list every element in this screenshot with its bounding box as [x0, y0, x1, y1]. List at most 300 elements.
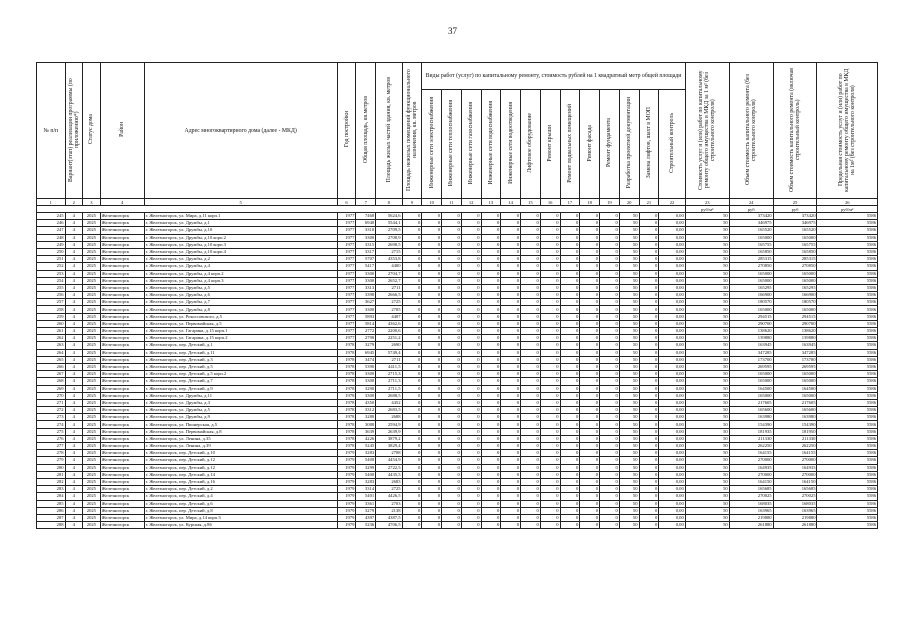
- table-cell: 0: [580, 428, 600, 435]
- table-cell: Железногорск: [100, 335, 144, 342]
- table-cell: 0: [521, 241, 541, 248]
- table-cell: г. Железногорск, ул. Гагарина, д.15 корп.1: [144, 328, 337, 335]
- table-cell: 0: [521, 277, 541, 284]
- table-cell: 0: [521, 270, 541, 277]
- table-cell: 1979: [337, 493, 356, 500]
- table-cell: 0: [521, 435, 541, 442]
- table-cell: 269595: [729, 363, 773, 370]
- table-cell: 2025: [83, 399, 101, 406]
- table-cell: 0: [481, 241, 501, 248]
- table-cell: 0: [402, 428, 422, 435]
- table-cell: 154390: [773, 421, 817, 428]
- table-cell: 0: [580, 407, 600, 414]
- table-cell: г. Железногорск, ул. Дружбы, д.8: [144, 306, 337, 313]
- table-cell: 0: [540, 399, 560, 406]
- table-cell: 0: [461, 241, 481, 248]
- table-cell: 0: [560, 270, 580, 277]
- table-cell: 50: [685, 320, 729, 327]
- table-cell: 0: [501, 464, 521, 471]
- table-cell: 0: [600, 435, 620, 442]
- table-cell: 0: [521, 471, 541, 478]
- table-cell: г. Железногорск, пер. Детский, д.1: [144, 342, 337, 349]
- table-cell: 0: [422, 450, 442, 457]
- table-cell: 50: [685, 356, 729, 363]
- table-cell: 0: [402, 306, 422, 313]
- table-cell: 219880: [729, 514, 773, 521]
- table-cell: 2683: [376, 478, 402, 485]
- table-cell: 2025: [83, 349, 101, 356]
- table-cell: 0: [600, 478, 620, 485]
- table-cell: 0: [639, 349, 659, 356]
- table-cell: 0: [600, 421, 620, 428]
- table-cell: Железногорск: [100, 464, 144, 471]
- table-cell: 0: [501, 514, 521, 521]
- column-number: 26: [817, 199, 878, 206]
- table-cell: 50: [619, 248, 639, 255]
- table-cell: 0,00: [659, 414, 686, 421]
- table-cell: 0,00: [659, 320, 686, 327]
- table-cell: Железногорск: [100, 342, 144, 349]
- table-cell: 0: [639, 234, 659, 241]
- table-row: [37, 500, 878, 507]
- table-cell: 2709,5: [376, 227, 402, 234]
- column-number: 24: [729, 199, 773, 206]
- table-cell: 4: [65, 299, 83, 306]
- table-cell: 3829,4: [376, 443, 402, 450]
- table-cell: 50: [685, 328, 729, 335]
- table-cell: 0: [521, 457, 541, 464]
- table-cell: 2715: [376, 248, 402, 255]
- table-cell: 0: [501, 270, 521, 277]
- table-cell: 0: [402, 371, 422, 378]
- table-cell: 4: [65, 522, 83, 529]
- table-cell: 0: [600, 371, 620, 378]
- table-cell: Железногорск: [100, 407, 144, 414]
- table-cell: 50: [685, 478, 729, 485]
- table-cell: 0: [639, 299, 659, 306]
- table-cell: г. Железногорск, пер. Детский, д.2: [144, 486, 337, 493]
- column-number: 21: [639, 199, 659, 206]
- table-cell: 0: [639, 399, 659, 406]
- table-cell: 0: [560, 234, 580, 241]
- table-cell: 0: [580, 500, 600, 507]
- table-cell: г. Железногорск, ул. Дружбы, д.2: [144, 256, 337, 263]
- table-cell: 0: [580, 486, 600, 493]
- table-cell: 5236: [356, 522, 376, 529]
- table-cell: г. Железногорск, пер. Детский, д.12: [144, 464, 337, 471]
- table-cell: 0,00: [659, 522, 686, 529]
- table-cell: 50: [619, 270, 639, 277]
- table-cell: 2025: [83, 306, 101, 313]
- table-cell: 0: [639, 284, 659, 291]
- header-work-9: Ремонт фасада: [580, 90, 600, 199]
- table-cell: 0: [540, 277, 560, 284]
- table-cell: 0: [639, 241, 659, 248]
- table-cell: 4: [65, 514, 83, 521]
- table-cell: 165685: [729, 486, 773, 493]
- column-number: 3: [83, 199, 101, 206]
- table-cell: 0: [442, 486, 462, 493]
- table-cell: 0: [422, 478, 442, 485]
- table-cell: 0,00: [659, 443, 686, 450]
- page-number: 37: [448, 26, 457, 36]
- table-cell: 278: [37, 450, 66, 457]
- table-cell: 0: [560, 277, 580, 284]
- table-cell: 0: [521, 514, 541, 521]
- table-cell: 0: [600, 356, 620, 363]
- table-row: [37, 220, 878, 227]
- table-cell: 0: [402, 500, 422, 507]
- column-number: 18: [580, 199, 600, 206]
- table-cell: 0: [501, 435, 521, 442]
- table-cell: 0: [402, 421, 422, 428]
- table-cell: 0: [501, 428, 521, 435]
- table-cell: г. Железногорск, ул. Мира, д.14 корп.3: [144, 514, 337, 521]
- table-cell: 2025: [83, 385, 101, 392]
- table-cell: 165000: [729, 277, 773, 284]
- table-cell: 50: [685, 263, 729, 270]
- table-cell: 164935: [729, 464, 773, 471]
- table-cell: Железногорск: [100, 292, 144, 299]
- table-cell: 270000: [729, 457, 773, 464]
- table-cell: г. Железногорск, ул. Дружбы, д.4: [144, 263, 337, 270]
- table-cell: 0: [540, 284, 560, 291]
- table-cell: 2025: [83, 299, 101, 306]
- table-cell: 0: [402, 342, 422, 349]
- table-cell: 0: [639, 428, 659, 435]
- table-cell: 217605: [773, 399, 817, 406]
- table-cell: 0: [461, 435, 481, 442]
- table-cell: 3283: [356, 478, 376, 485]
- column-number: 4: [100, 199, 144, 206]
- table-cell: 0: [560, 428, 580, 435]
- table-cell: 0: [600, 392, 620, 399]
- table-cell: 4452: [376, 399, 402, 406]
- table-cell: 50: [685, 493, 729, 500]
- table-cell: 1978: [337, 371, 356, 378]
- table-cell: 0: [422, 220, 442, 227]
- table-cell: 3361: [356, 500, 376, 507]
- table-cell: 0: [540, 349, 560, 356]
- table-cell: 0: [501, 414, 521, 421]
- table-cell: 1978: [337, 435, 356, 442]
- table-cell: 50: [619, 299, 639, 306]
- table-row: [37, 428, 878, 435]
- table-cell: 0: [540, 414, 560, 421]
- table-cell: 50: [619, 234, 639, 241]
- table-cell: 3879,2: [376, 435, 402, 442]
- table-cell: 4353,8: [376, 256, 402, 263]
- table-cell: 0: [580, 256, 600, 263]
- column-number: 1: [37, 199, 66, 206]
- table-cell: 0: [540, 335, 560, 342]
- table-cell: Железногорск: [100, 313, 144, 320]
- table-cell: 0: [402, 464, 422, 471]
- table-cell: 165000: [729, 306, 773, 313]
- table-cell: 0: [501, 457, 521, 464]
- table-cell: 0: [521, 349, 541, 356]
- table-cell: 0: [442, 328, 462, 335]
- table-cell: 0: [402, 363, 422, 370]
- table-cell: 2698,5: [376, 241, 402, 248]
- table-cell: 0: [481, 407, 501, 414]
- table-cell: г. Железногорск, ул. Дружбы, д.10: [144, 227, 337, 234]
- table-cell: 0: [560, 421, 580, 428]
- table-cell: 0: [580, 457, 600, 464]
- table-cell: 285315: [729, 256, 773, 263]
- table-cell: 0: [540, 320, 560, 327]
- table-cell: 165295: [729, 284, 773, 291]
- table-cell: 0: [501, 507, 521, 514]
- table-cell: 0: [540, 313, 560, 320]
- table-cell: 0: [639, 328, 659, 335]
- table-cell: 0: [501, 421, 521, 428]
- table-cell: 0: [639, 514, 659, 521]
- table-cell: 181950: [773, 428, 817, 435]
- table-cell: 5586: [817, 248, 878, 255]
- header-year: Год постройки: [337, 63, 356, 199]
- table-cell: 165000: [773, 371, 817, 378]
- table-cell: 0: [501, 399, 521, 406]
- table-cell: 0: [501, 407, 521, 414]
- table-cell: 0: [580, 277, 600, 284]
- table-cell: 0: [402, 263, 422, 270]
- table-cell: 0: [580, 421, 600, 428]
- table-cell: 4: [65, 435, 83, 442]
- table-cell: 1977: [337, 220, 356, 227]
- table-cell: 255: [37, 284, 66, 291]
- table-cell: 0: [580, 328, 600, 335]
- table-cell: 1979: [337, 507, 356, 514]
- table-cell: 50: [685, 363, 729, 370]
- table-cell: 0: [540, 356, 560, 363]
- table-cell: 0: [402, 450, 422, 457]
- table-cell: 1978: [337, 378, 356, 385]
- table-cell: 0: [461, 270, 481, 277]
- table-cell: 0: [580, 313, 600, 320]
- table-cell: 0: [402, 313, 422, 320]
- table-cell: 0: [540, 227, 560, 234]
- table-cell: 2715,3: [376, 371, 402, 378]
- table-cell: 286: [37, 507, 66, 514]
- table-cell: 0: [639, 292, 659, 299]
- table-row: [37, 363, 878, 370]
- table-cell: 0: [442, 371, 462, 378]
- table-cell: 4: [65, 493, 83, 500]
- table-cell: 0,00: [659, 270, 686, 277]
- table-cell: г. Железногорск, пер. Детский, д.4: [144, 493, 337, 500]
- table-cell: 265: [37, 356, 66, 363]
- table-cell: 50: [619, 356, 639, 363]
- table-cell: 0: [540, 435, 560, 442]
- table-cell: 2025: [83, 220, 101, 227]
- table-row: [37, 284, 878, 291]
- table-cell: 0: [521, 234, 541, 241]
- table-cell: 0: [501, 256, 521, 263]
- table-cell: 4407: [376, 313, 402, 320]
- table-cell: 0: [600, 399, 620, 406]
- table-cell: г. Железногорск, пер. Детский, д.3: [144, 356, 337, 363]
- table-cell: 5586: [817, 320, 878, 327]
- table-cell: 50: [619, 414, 639, 421]
- table-cell: 0: [580, 378, 600, 385]
- table-cell: 5586: [817, 342, 878, 349]
- column-number: 12: [461, 199, 481, 206]
- table-cell: 0: [402, 414, 422, 421]
- table-cell: 2138: [376, 507, 402, 514]
- table-cell: 0: [481, 385, 501, 392]
- table-cell: 287: [37, 514, 66, 521]
- table-cell: 0: [580, 371, 600, 378]
- table-cell: 261880: [729, 522, 773, 529]
- table-cell: Железногорск: [100, 450, 144, 457]
- table-row: [37, 299, 878, 306]
- table-cell: 165000: [773, 270, 817, 277]
- table-cell: 0: [580, 263, 600, 270]
- table-cell: 1979: [337, 522, 356, 529]
- table-cell: 0: [442, 234, 462, 241]
- table-cell: 0: [639, 443, 659, 450]
- table-cell: 50: [619, 328, 639, 335]
- table-cell: 0: [521, 392, 541, 399]
- table-cell: 50: [685, 299, 729, 306]
- table-cell: 0: [422, 342, 442, 349]
- table-cell: 0: [580, 234, 600, 241]
- table-cell: 0: [600, 428, 620, 435]
- table-cell: 0: [501, 234, 521, 241]
- table-cell: 0: [422, 464, 442, 471]
- table-cell: 0: [521, 292, 541, 299]
- table-row: [37, 457, 878, 464]
- table-cell: 50: [685, 378, 729, 385]
- table-cell: г. Железногорск, ул. Дружбы, д.4 корп.3: [144, 277, 337, 284]
- table-cell: 4: [65, 457, 83, 464]
- table-cell: 0: [481, 306, 501, 313]
- table-cell: 0: [639, 500, 659, 507]
- table-cell: 0: [402, 471, 422, 478]
- table-cell: Железногорск: [100, 522, 144, 529]
- table-cell: 4: [65, 313, 83, 320]
- table-cell: 50: [685, 335, 729, 342]
- table-cell: 2711,3: [376, 378, 402, 385]
- table-cell: 1978: [337, 414, 356, 421]
- header-work-8: Ремонт подвальных помещений: [560, 90, 580, 199]
- table-cell: 5586: [817, 292, 878, 299]
- table-cell: 0: [481, 292, 501, 299]
- table-cell: 2025: [83, 277, 101, 284]
- table-cell: 0,00: [659, 378, 686, 385]
- table-cell: 0: [422, 213, 442, 220]
- table-cell: 0,00: [659, 342, 686, 349]
- table-row: [37, 241, 878, 248]
- table-cell: 0: [639, 227, 659, 234]
- table-cell: Железногорск: [100, 514, 144, 521]
- table-cell: 5586: [817, 363, 878, 370]
- table-cell: 50: [685, 414, 729, 421]
- table-cell: 0: [521, 256, 541, 263]
- table-cell: 0: [422, 399, 442, 406]
- table-cell: 0: [580, 248, 600, 255]
- table-row: [37, 306, 878, 313]
- table-cell: 50: [685, 371, 729, 378]
- table-cell: 0: [461, 478, 481, 485]
- table-cell: 5586: [817, 507, 878, 514]
- table-cell: 0: [540, 241, 560, 248]
- table-cell: 250: [37, 248, 66, 255]
- table-cell: 1977: [337, 263, 356, 270]
- table-row: [37, 263, 878, 270]
- table-cell: 285315: [773, 256, 817, 263]
- table-cell: 283: [37, 486, 66, 493]
- table-cell: 0: [501, 292, 521, 299]
- table-cell: 1977: [337, 277, 356, 284]
- table-cell: Железногорск: [100, 371, 144, 378]
- table-cell: 5586: [817, 392, 878, 399]
- table-cell: 138620: [729, 328, 773, 335]
- table-cell: 0: [540, 306, 560, 313]
- table-cell: 3300: [356, 270, 376, 277]
- table-cell: 50: [685, 399, 729, 406]
- table-cell: 50: [685, 450, 729, 457]
- table-cell: 0: [481, 371, 501, 378]
- table-cell: 0: [442, 284, 462, 291]
- table-cell: 4: [65, 392, 83, 399]
- table-cell: 0: [402, 292, 422, 299]
- table-cell: 270: [37, 392, 66, 399]
- table-cell: 2025: [83, 328, 101, 335]
- table-cell: 0: [639, 306, 659, 313]
- table-row: [37, 234, 878, 241]
- column-number: 7: [356, 199, 376, 206]
- column-number: 16: [540, 199, 560, 206]
- table-cell: 0: [422, 306, 442, 313]
- table-cell: 2666,5: [376, 292, 402, 299]
- table-cell: 2025: [83, 378, 101, 385]
- table-cell: 0: [540, 471, 560, 478]
- table-cell: 0: [580, 270, 600, 277]
- table-cell: 288: [37, 522, 66, 529]
- table-cell: 50: [619, 342, 639, 349]
- table-cell: 50: [619, 421, 639, 428]
- table-cell: 271: [37, 399, 66, 406]
- table-cell: 0: [481, 320, 501, 327]
- header-total-area: Общая площадь, кв.метров: [356, 63, 376, 199]
- table-cell: Железногорск: [100, 213, 144, 220]
- table-cell: 0: [422, 284, 442, 291]
- table-cell: 3283: [356, 450, 376, 457]
- header-work-2: Инженерные сети теплоснабжения: [442, 90, 462, 199]
- table-cell: 4: [65, 227, 83, 234]
- table-cell: 180570: [773, 299, 817, 306]
- table-cell: 0: [600, 450, 620, 457]
- table-cell: 0: [580, 522, 600, 529]
- table-cell: 5544,1: [376, 220, 402, 227]
- table-cell: 1977: [337, 213, 356, 220]
- table-cell: 50: [685, 213, 729, 220]
- table-cell: 165000: [729, 270, 773, 277]
- table-cell: 0: [639, 493, 659, 500]
- table-cell: 0: [481, 464, 501, 471]
- table-cell: 50: [685, 486, 729, 493]
- header-work-7: Ремонт крыши: [540, 90, 560, 199]
- table-cell: 0: [422, 421, 442, 428]
- table-cell: 267: [37, 371, 66, 378]
- table-cell: 270000: [729, 471, 773, 478]
- table-cell: 2772: [356, 328, 376, 335]
- table-row: [37, 213, 878, 220]
- table-cell: Железногорск: [100, 241, 144, 248]
- table-cell: 0: [540, 292, 560, 299]
